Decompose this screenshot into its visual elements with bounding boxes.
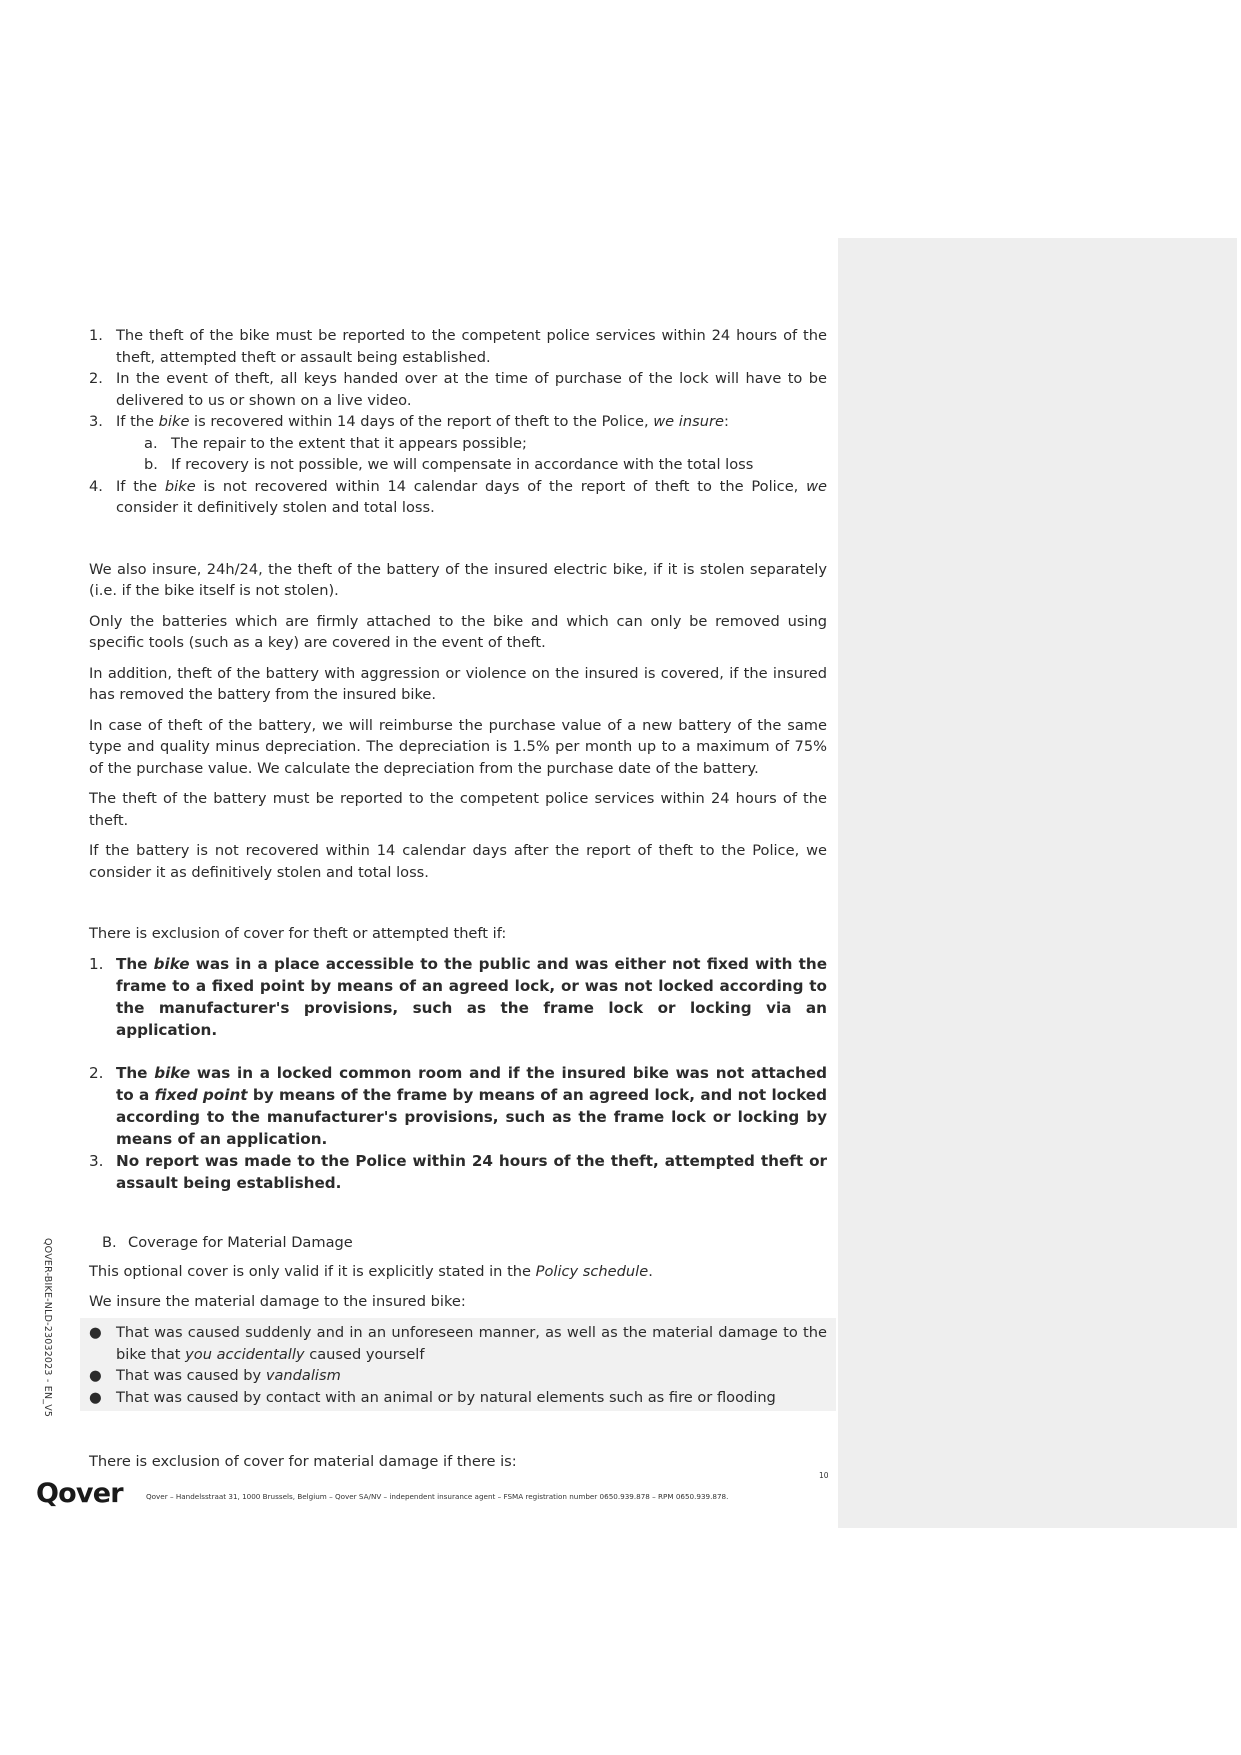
document-code: QOVER-BIKE-NLD-23032023 - EN_V5 [42, 1238, 53, 1418]
theft-exclusions-intro: There is exclusion of cover for theft or attempted theft if: [89, 925, 507, 942]
paragraph: If the battery is not recovered within 14 calendar days after the report of theft to the Police, we consider it as definitively stolen and total loss. [89, 842, 827, 881]
bullet-text: That was caused suddenly and in an unforeseen manner, as well as the material damage to the bike that you accidentally caused yourself [116, 1324, 827, 1363]
section-heading [89, 1232, 827, 1254]
list-item-text: The theft of the bike must be reported to the competent police services within 24 hours of the theft, attempted theft or assault being established. [116, 327, 827, 366]
material-damage-bullets [80, 1318, 836, 1411]
list-item [89, 476, 827, 519]
list-item [89, 368, 827, 411]
list-number: 3. [89, 1151, 104, 1170]
sub-list-text: The repair to the extent that it appears possible; [171, 434, 527, 452]
list-item [89, 1062, 827, 1150]
list-item-text: The bike was in a place accessible to the public and was either not fixed with the frame to a fixed point by means of an agreed lock, or was not locked according to the manufacturer's provisions, such as the frame lock or locking via an application. [116, 954, 827, 1039]
bullet-icon: ● [89, 1324, 102, 1341]
list-item [89, 1150, 827, 1194]
list-number: 1. [89, 327, 103, 344]
bullet-icon: ● [89, 1367, 102, 1384]
sub-list-text: If recovery is not possible, we will compensate in accordance with the total loss [171, 456, 754, 473]
paragraph: In case of theft of the battery, we will reimburse the purchase value of a new battery of the same type and quality minus depreciation. The depreciation is 1.5% per month up to a maximum of 75% of the purchase value. We calculate the depreciation from the purchase date of the battery. [89, 716, 827, 777]
list-number: 1. [89, 954, 104, 973]
bullet-text: That was caused by contact with an animal or by natural elements such as fire or flooding [116, 1388, 776, 1406]
paragraph: We also insure, 24h/24, the theft of the battery of the insured electric bike, if it is stolen separately (i.e. if the bike itself is not stolen). [89, 560, 827, 599]
battery-section [89, 559, 827, 884]
sub-list-item [89, 433, 827, 455]
list-item [89, 325, 827, 368]
section-title: Coverage for Material Damage [128, 1233, 353, 1251]
footer-text: Qover – Handelsstraat 31, 1000 Brussels, Belgium – Qover SA/NV – independent insurance agent – FSMA registration number 0650.939.878 – RPM 0650.939.878. [146, 1492, 729, 1501]
list-number: 2. [89, 1063, 104, 1082]
list-item-text: No report was made to the Police within 24 hours of the theft, attempted theft or assault being established. [116, 1151, 827, 1192]
page-content [89, 325, 827, 1473]
list-item-text: The bike was in a locked common room and if the insured bike was not attached to a fixed point by means of the frame by means of an agreed lock, and not locked according to the manufacturer's provisions, such as the frame lock or locking by means of an application. [116, 1063, 827, 1148]
theft-conditions-list [89, 325, 827, 433]
bullet-item [89, 1365, 827, 1387]
bullet-item [89, 1322, 827, 1365]
page-number: 10 [819, 1471, 829, 1480]
optional-cover-note: This optional cover is only valid if it is explicitly stated in the Policy schedule. [89, 1263, 653, 1280]
section-letter: B. [102, 1233, 117, 1251]
list-item-text: If the bike is recovered within 14 days of the report of theft to the Police, we insure: [116, 413, 729, 430]
sub-list-letter: a. [144, 434, 158, 452]
theft-conditions-list-continued [89, 476, 827, 519]
list-item-text: If the bike is not recovered within 14 calendar days of the report of theft to the Police, we consider it definitively stolen and total loss. [116, 477, 827, 516]
paragraph: The theft of the battery must be reported to the competent police services within 24 hours of the theft. [89, 790, 827, 829]
list-item-text: In the event of theft, all keys handed over at the time of purchase of the lock will have to be delivered to us or shown on a live video. [116, 370, 827, 409]
sub-list-item [89, 454, 827, 476]
material-damage-exclusions-intro: There is exclusion of cover for material damage if there is: [89, 1453, 517, 1470]
list-number: 3. [89, 413, 103, 430]
bullet-item [89, 1387, 827, 1409]
recovery-sub-list [89, 433, 827, 476]
sub-list-letter: b. [144, 456, 158, 473]
bullet-icon: ● [89, 1388, 102, 1406]
list-item [89, 411, 827, 433]
theft-exclusions-list [89, 953, 827, 1194]
paragraph: Only the batteries which are firmly attached to the bike and which can only be removed using specific tools (such as a key) are covered in the event of theft. [89, 612, 827, 651]
qover-logo: Qover [36, 1478, 123, 1509]
bullet-text: That was caused by vandalism [116, 1367, 341, 1384]
comment-pane [838, 238, 1237, 1528]
paragraph: In addition, theft of the battery with aggression or violence on the insured is covered, if the insured has removed the battery from the insured bike. [89, 664, 827, 703]
list-item [89, 953, 827, 1041]
list-number: 2. [89, 370, 103, 387]
material-damage-intro: We insure the material damage to the insured bike: [89, 1292, 466, 1310]
list-number: 4. [89, 477, 103, 495]
